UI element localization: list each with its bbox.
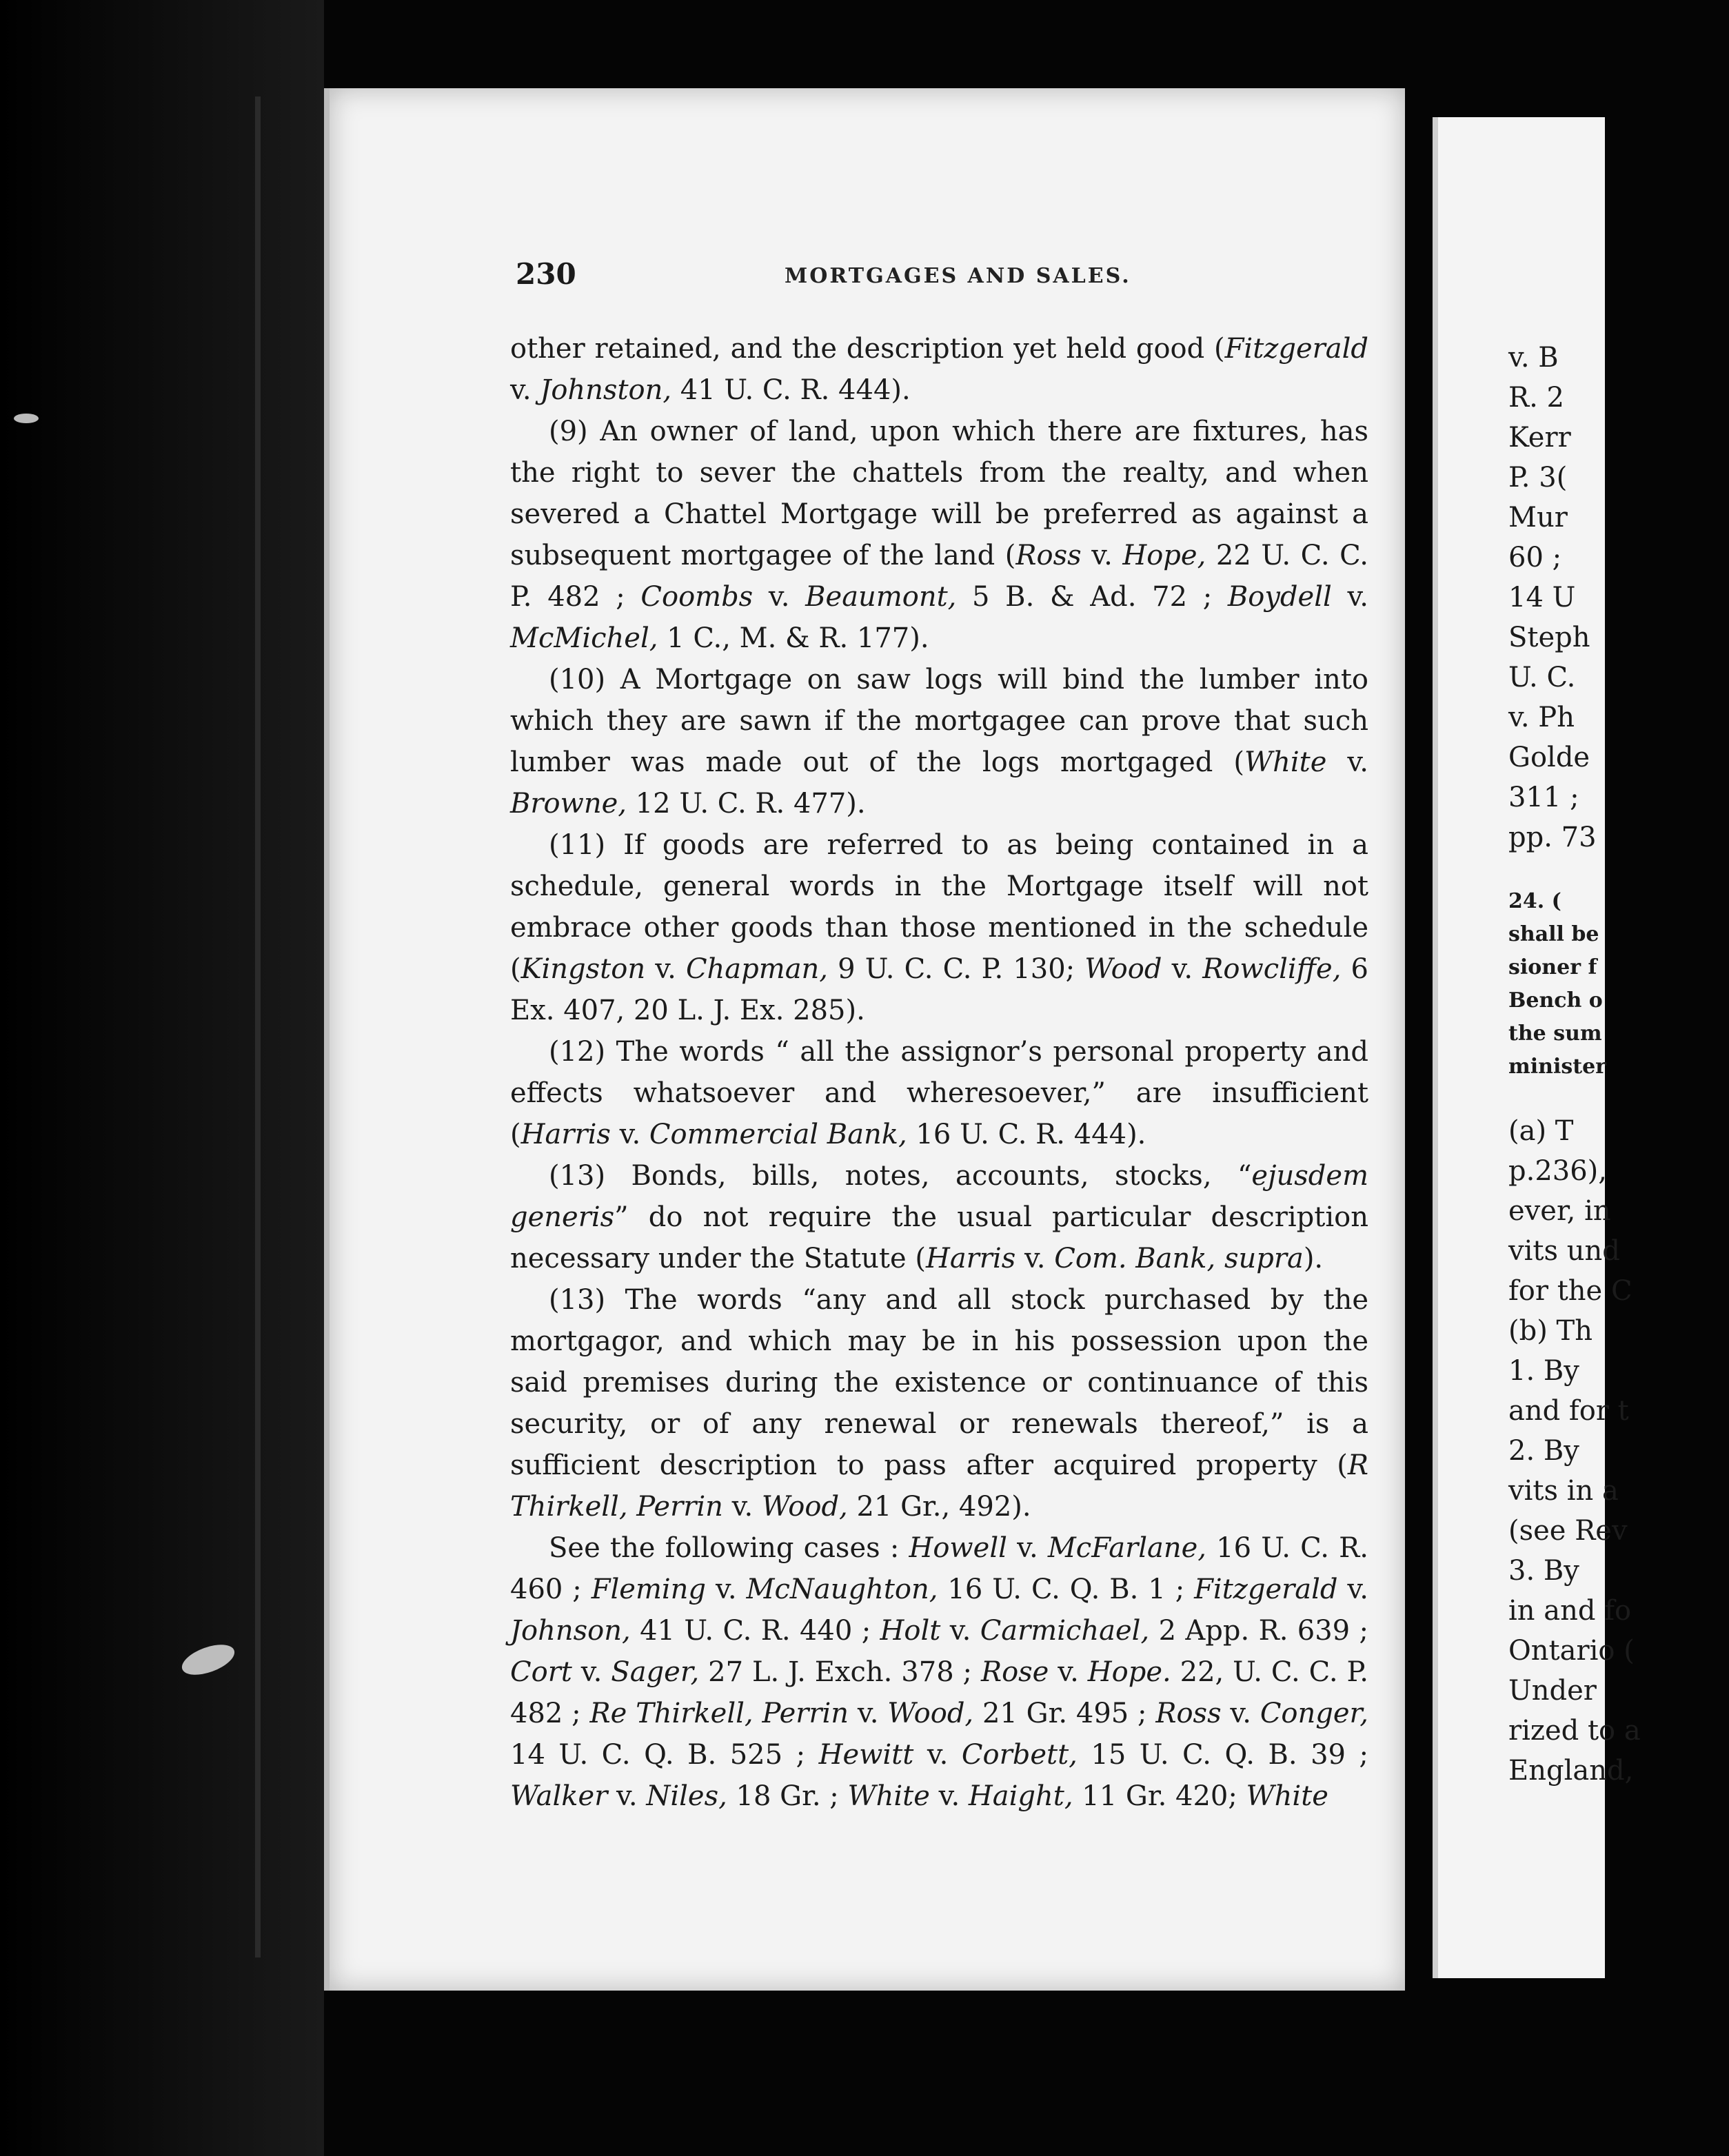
- case-name: Hope,: [1122, 540, 1206, 571]
- text-run: 2 App. R. 639 ;: [1149, 1615, 1368, 1647]
- text-run: 16 U. C. Q. B. 1 ;: [938, 1574, 1195, 1605]
- gap: [1508, 1084, 1729, 1111]
- case-name: Walker: [510, 1780, 608, 1812]
- case-name: Howell: [909, 1532, 1007, 1564]
- text-run: 9 U. C. C. P. 130;: [828, 953, 1085, 985]
- case-name: R Thirkell, Perrin: [510, 1450, 1368, 1523]
- fragment-line: sioner f: [1508, 955, 1597, 979]
- fragment-line: Under: [1508, 1675, 1597, 1707]
- text-run: 16 U. C. R. 460 ;: [510, 1532, 1369, 1605]
- fragment-line: Golde: [1508, 742, 1590, 773]
- fragment-line: Bench o: [1508, 988, 1603, 1013]
- fragment-line: vits und: [1508, 1235, 1620, 1267]
- text-run: 12 U. C. R. 477).: [626, 788, 866, 820]
- case-name: Wood: [1084, 953, 1162, 985]
- text-run: 21 Gr., 492).: [847, 1491, 1031, 1523]
- adjacent-page-fragment: [1433, 117, 1641, 1978]
- case-name: Niles,: [646, 1780, 727, 1812]
- fragment-line: Mur: [1508, 502, 1568, 533]
- case-name: Johnson,: [510, 1615, 631, 1647]
- scan-artifact: [14, 414, 39, 423]
- text-run: 16 U. C. R. 444).: [907, 1119, 1146, 1150]
- text-run: v.: [607, 1780, 647, 1812]
- page-body: [510, 328, 1368, 1817]
- fragment-line: England,: [1508, 1755, 1634, 1787]
- text-run: v.: [610, 1119, 649, 1150]
- fragment-line: 1. By: [1508, 1355, 1579, 1387]
- case-name: Beaumont,: [805, 581, 957, 613]
- fragment-line: U. C.: [1508, 662, 1576, 693]
- case-name: Conger,: [1260, 1698, 1368, 1729]
- text-run: (11) If goods are referred to as being contained in a schedule, general words in the Mortgage itself will not embrace other goods than those mentioned in the schedule (: [510, 829, 1368, 985]
- text-run: 22, U. C. C. P. 482 ;: [510, 1656, 1368, 1729]
- text-run: (13) Bonds, bills, notes, accounts, stocks, “: [549, 1160, 1252, 1192]
- text-run: v.: [572, 1656, 611, 1688]
- case-name: Ross: [1155, 1698, 1222, 1729]
- case-name: Wood,: [761, 1491, 848, 1523]
- text-run: v.: [1049, 1656, 1088, 1688]
- running-title: MORTGAGES AND SALES.: [785, 264, 1131, 288]
- fragment-line: Steph: [1508, 622, 1590, 653]
- fragment-line: 60 ;: [1508, 542, 1562, 573]
- fragment-line: for the C: [1508, 1275, 1632, 1307]
- case-name: White: [847, 1780, 930, 1812]
- scan-background: [0, 0, 324, 2156]
- fragment-line: ever, in: [1508, 1195, 1611, 1227]
- text-run: (13) The words “any and all stock purchased by the mortgagor, and which may be in his possession upon the said premises during the existence or continuance of this security, or of any renewal or renewals thereof,” is a sufficient description to pass after acquired property (: [510, 1284, 1368, 1481]
- text-run: 21 Gr. 495 ;: [973, 1698, 1156, 1729]
- paragraph: [510, 1527, 1368, 1817]
- case-name: Fitzgerald: [1224, 333, 1368, 365]
- text-run: 41 U. C. R. 440 ;: [630, 1615, 880, 1647]
- case-name: Ross: [1015, 540, 1082, 571]
- case-name: ejusdem generis: [510, 1160, 1368, 1233]
- case-name: McNaughton,: [746, 1574, 938, 1605]
- fragment-line: P. 3(: [1508, 462, 1568, 494]
- page-number: 230: [516, 257, 576, 291]
- text-run: v.: [1337, 1574, 1368, 1605]
- case-name: Fitzgerald: [1194, 1574, 1338, 1605]
- fragment-line: (b) Th: [1508, 1315, 1593, 1347]
- fragment-line: 2. By: [1508, 1435, 1579, 1467]
- case-name: Harris: [925, 1243, 1016, 1274]
- case-name: Sager,: [611, 1656, 700, 1688]
- fragment-line: in and fo: [1508, 1595, 1632, 1627]
- case-name: Holt: [880, 1615, 941, 1647]
- fragment-line: Kerr: [1508, 422, 1571, 454]
- fragment-line: p.236),: [1508, 1155, 1607, 1187]
- fragment-line: 14 U: [1508, 582, 1576, 613]
- fragment-line: R. 2: [1508, 382, 1564, 414]
- page-header: [516, 257, 1412, 305]
- case-name: White: [1246, 1780, 1328, 1812]
- text-run: 41 U. C. R. 444).: [671, 374, 911, 406]
- case-name: Harris: [520, 1119, 611, 1150]
- text-run: v.: [1162, 953, 1203, 985]
- case-name: Com. Bank, supra: [1054, 1243, 1304, 1274]
- text-run: 1 C., M. & R. 177).: [658, 622, 929, 654]
- case-name: Carmichael,: [980, 1615, 1150, 1647]
- case-name: Rowcliffe,: [1202, 953, 1342, 985]
- text-run: v.: [753, 581, 806, 613]
- text-run: v.: [849, 1698, 888, 1729]
- text-run: 15 U. C. Q. B. 39 ;: [1077, 1739, 1368, 1771]
- case-name: Chapman,: [685, 953, 829, 985]
- text-run: v.: [645, 953, 686, 985]
- paragraph: [510, 824, 1368, 1031]
- case-name: Kingston: [520, 953, 646, 985]
- text-run: (12) The words “ all the assignor’s personal property and effects whatsoever and wheresoever,” are insufficient (: [510, 1036, 1368, 1150]
- case-name: Johnston,: [540, 374, 672, 406]
- fragment-line: rized to a: [1508, 1715, 1641, 1747]
- adjacent-page-edge: [1433, 117, 1438, 1978]
- adjacent-page-text: [1508, 338, 1729, 1791]
- book-spine: [255, 96, 261, 1957]
- case-name: Wood,: [887, 1698, 974, 1729]
- fragment-line: 24. (: [1508, 889, 1561, 913]
- fragment-line: v. Ph: [1508, 702, 1575, 733]
- paragraph: [510, 1031, 1368, 1155]
- text-run: ).: [1303, 1243, 1324, 1274]
- fragment-line: the sum: [1508, 1021, 1602, 1046]
- case-name: Hope.: [1087, 1656, 1171, 1688]
- paragraph: [510, 1279, 1368, 1527]
- text-run: v.: [1007, 1532, 1048, 1564]
- fragment-line: vits in a: [1508, 1475, 1619, 1507]
- fragment-line: pp. 73: [1508, 822, 1597, 853]
- text-run: ” do not require the usual particular description necessary under the Statute (: [510, 1201, 1368, 1274]
- case-name: Haight,: [968, 1780, 1073, 1812]
- text-run: v.: [510, 374, 540, 406]
- fragment-line: minister: [1508, 1055, 1606, 1079]
- case-name: Coombs: [640, 581, 754, 613]
- text-run: 5 B. & Ad. 72 ;: [956, 581, 1228, 613]
- text-run: See the following cases :: [549, 1532, 909, 1564]
- case-name: Fleming: [591, 1574, 707, 1605]
- case-name: McFarlane,: [1047, 1532, 1206, 1564]
- fragment-line: shall be: [1508, 922, 1599, 946]
- fragment-line: 311 ;: [1508, 782, 1579, 813]
- book-page: [330, 88, 1405, 1991]
- case-name: Hewitt: [818, 1739, 914, 1771]
- text-run: 18 Gr. ;: [727, 1780, 848, 1812]
- text-run: v.: [706, 1574, 747, 1605]
- case-name: McMichel,: [510, 622, 658, 654]
- text-run: 27 L. J. Exch. 378 ;: [699, 1656, 981, 1688]
- text-run: v.: [1081, 540, 1123, 571]
- text-run: (9) An owner of land, upon which there are fixtures, has the right to sever the chattels from the realty, and when severed a Chattel Mortgage will be preferred as against a subsequent mortgagee of the land (: [510, 416, 1368, 571]
- text-run: v.: [913, 1739, 962, 1771]
- text-run: v.: [1015, 1243, 1055, 1274]
- text-run: 11 Gr. 420;: [1073, 1780, 1246, 1812]
- text-run: v.: [1326, 746, 1369, 778]
- gap: [1508, 857, 1729, 885]
- fragment-line: and for t: [1508, 1395, 1629, 1427]
- text-run: 14 U. C. Q. B. 525 ;: [510, 1739, 819, 1771]
- fragment-line: (a) T: [1508, 1115, 1574, 1147]
- text-run: (10) A Mortgage on saw logs will bind the lumber into which they are sawn if the mortgagee can prove that such lumber was made out of the logs mortgaged (: [510, 664, 1368, 778]
- text-run: 6 Ex. 407, 20 L. J. Ex. 285).: [510, 953, 1368, 1026]
- case-name: White: [1244, 746, 1327, 778]
- case-name: Re Thirkell, Perrin: [589, 1698, 849, 1729]
- case-name: Browne,: [510, 788, 627, 820]
- case-name: Boydell: [1227, 581, 1332, 613]
- text-run: v.: [929, 1780, 969, 1812]
- fragment-line: Ontario (: [1508, 1635, 1635, 1667]
- case-name: Rose: [980, 1656, 1049, 1688]
- text-run: v.: [722, 1491, 762, 1523]
- text-run: v.: [940, 1615, 980, 1647]
- case-name: Cort: [510, 1656, 572, 1688]
- case-name: Corbett,: [961, 1739, 1078, 1771]
- case-name: Commercial Bank,: [649, 1119, 907, 1150]
- text-run: v.: [1221, 1698, 1260, 1729]
- paragraph: [510, 411, 1368, 659]
- fragment-line: 3. By: [1508, 1555, 1579, 1587]
- text-run: v.: [1331, 581, 1369, 613]
- paragraph: [510, 659, 1368, 824]
- paragraph: [510, 1155, 1368, 1279]
- fragment-line: v. B: [1508, 342, 1559, 374]
- text-run: other retained, and the description yet held good (: [510, 333, 1225, 365]
- paragraph: [510, 328, 1368, 411]
- fragment-line: (see Rev: [1508, 1515, 1628, 1547]
- text-run: 22 U. C. C. P. 482 ;: [510, 540, 1368, 613]
